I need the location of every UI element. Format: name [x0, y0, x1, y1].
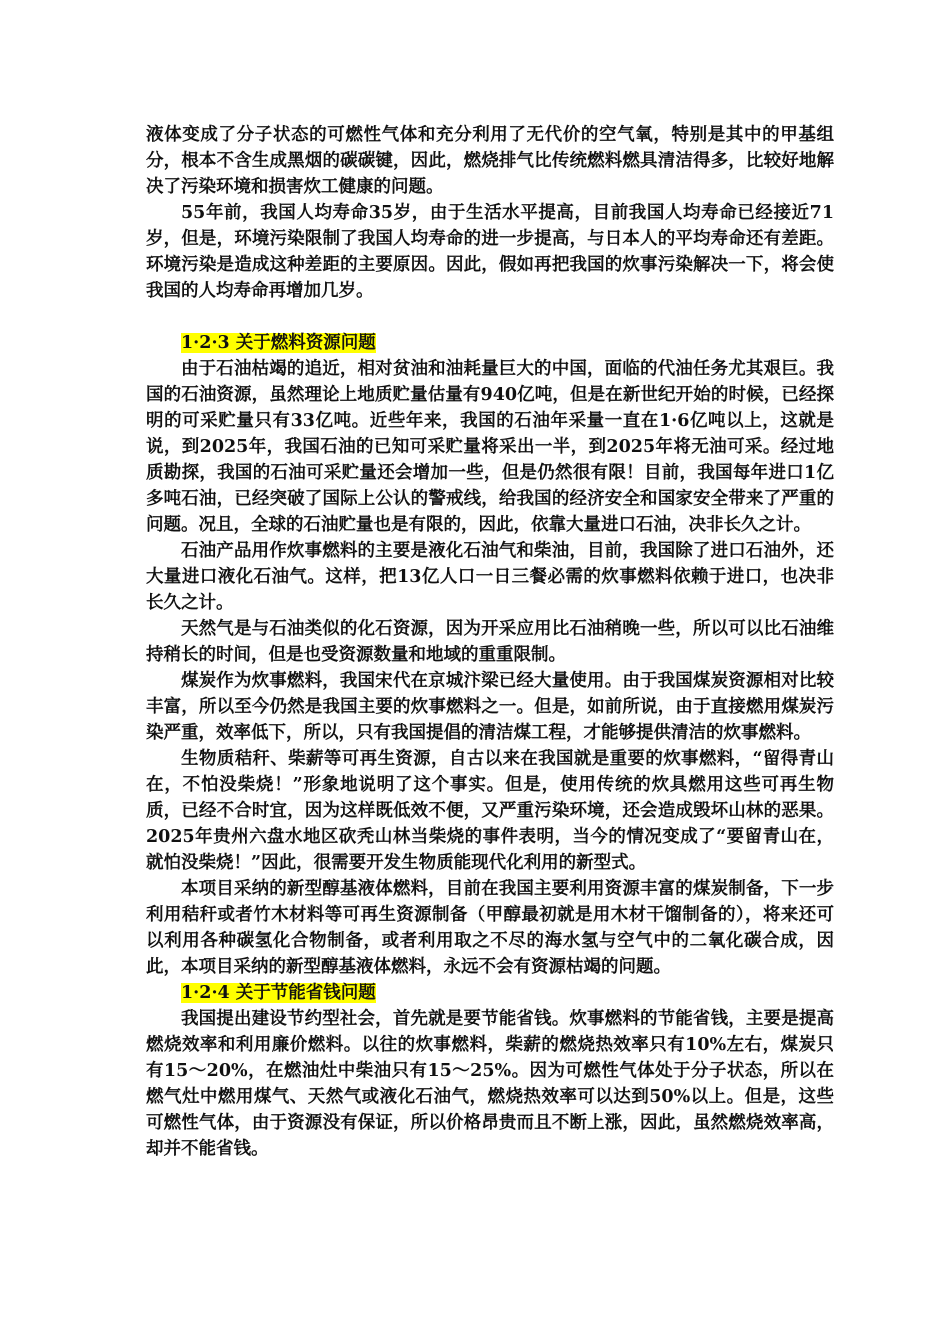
section-heading-text: 1·2·4 关于节能省钱问题 — [181, 983, 376, 1003]
section-heading-fuel-resources — [146, 330, 834, 356]
paragraph-coal: 煤炭作为炊事燃料，我国宋代在京城汴梁已经大量使用。由于我国煤炭资源相对比较丰富，所以至今仍然是我国主要的炊事燃料之一。但是，如前所说，由于直接燃用煤炭污染严重，效率低下，所以，只有我国提倡的清洁煤工程，才能够提供清洁的炊事燃料。 — [146, 671, 834, 743]
paragraph-petroleum-products: 石油产品用作炊事燃料的主要是液化石油气和柴油，目前，我国除了进口石油外，还大量进口液化石油气。这样，把13亿人口一日三餐必需的炊事燃料依赖于进口，也决非长久之计。 — [146, 541, 834, 613]
paragraph-biomass: 生物质秸秆、柴薪等可再生资源，自古以来在我国就是重要的炊事燃料，“留得青山在，不怕没柴烧！”形象地说明了这个事实。但是，使用传统的炊具燃用这些可再生物质，已经不合时宜，因为这样既低效不便，又严重污染环境，还会造成毁坏山林的恶果。2025年贵州六盘水地区砍秃山林当柴烧的事件表明，当今的情况变成了“要留青山在，就怕没柴烧！”因此，很需要开发生物质能现代化利用的新型式。 — [146, 749, 834, 873]
document-page — [146, 122, 834, 1162]
paragraph-oil-resources: 由于石油枯竭的追近，相对贫油和油耗量巨大的中国，面临的代油任务尤其艰巨。我国的石油资源，虽然理论上地质贮量估量有940亿吨，但是在新世纪开始的时候，已经探明的可采贮量只有33亿吨。近些年来，我国的石油年采量一直在1·6亿吨以上，这就是说，到2025年，我国石油的已知可采贮量将采出一半，到2025年将无油可采。经过地质勘探，我国的石油可采贮量还会增加一些，但是仍然很有限！目前，我国每年进口1亿多吨石油，已经突破了国际上公认的警戒线，给我国的经济安全和国家安全带来了严重的问题。况且，全球的石油贮量也是有限的，因此，依靠大量进口石油，决非长久之计。 — [146, 359, 834, 535]
paragraph-alcohol-fuel: 本项目采纳的新型醇基液体燃料，目前在我国主要利用资源丰富的煤炭制备，下一步利用秸秆或者竹木材料等可再生资源制备（甲醇最初就是用木材干馏制备的），将来还可以利用各种碳氢化合物制备，或者利用取之不尽的海水氢与空气中的二氧化碳合成，因此，本项目采纳的新型醇基液体燃料，永远不会有资源枯竭的问题。 — [146, 879, 834, 977]
section-heading-energy-saving — [146, 980, 834, 1006]
paragraph-efficiency: 我国提出建设节约型社会，首先就是要节能省钱。炊事燃料的节能省钱，主要是提高燃烧效率和利用廉价燃料。以往的炊事燃料，柴薪的燃烧热效率只有10%左右，煤炭只有15～20%，在燃油灶中柴油只有15～25%。因为可燃性气体处于分子状态，所以在燃气灶中燃用煤气、天然气或液化石油气，燃烧热效率可以达到50%以上。但是，这些可燃性气体，由于资源没有保证，所以价格昂贵而且不断上涨，因此，虽然燃烧效率高，却并不能省钱。 — [146, 1009, 834, 1159]
paragraph-natural-gas: 天然气是与石油类似的化石资源，因为开采应用比石油稍晚一些，所以可以比石油维持稍长的时间，但是也受资源数量和地域的重重限制。 — [146, 619, 834, 665]
paragraph-life-expectancy: 55年前，我国人均寿命35岁，由于生活水平提高，目前我国人均寿命已经接近71岁，但是，环境污染限制了我国人均寿命的进一步提高，与日本人的平均寿命还有差距。环境污染是造成这种差距的主要原因。因此，假如再把我国的炊事污染解决一下，将会使我国的人均寿命再增加几岁。 — [146, 203, 834, 301]
section-heading-text: 1·2·3 关于燃料资源问题 — [181, 333, 376, 353]
blank-line — [146, 304, 834, 330]
paragraph-continuation: 液体变成了分子状态的可燃性气体和充分利用了无代价的空气氧，特别是其中的甲基组分，根本不含生成黑烟的碳碳键，因此，燃烧排气比传统燃料燃具清洁得多，比较好地解决了污染环境和损害炊工健康的问题。 — [146, 125, 834, 197]
